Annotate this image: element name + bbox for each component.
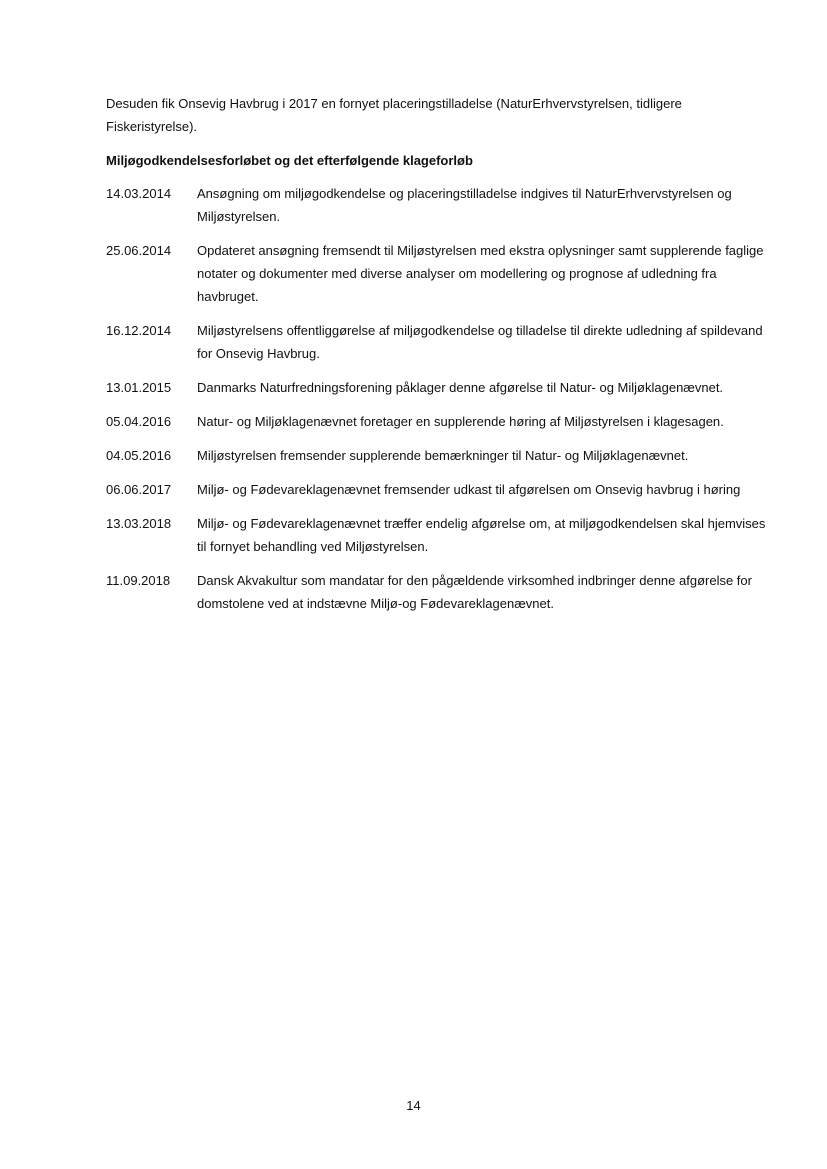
entry-text: Miljøstyrelsens offentliggørelse af miljøgodkendelse og tilladelse til direkte udledning af spildevand for Onsevig Havbrug. (197, 323, 763, 361)
timeline-entry (106, 478, 766, 501)
entry-date: 13.01.2015 (106, 380, 172, 395)
entry-text: Opdateret ansøgning fremsendt til Miljøstyrelsen med ekstra oplysninger samt supplerende faglige notater og dokumenter med diverse analyser om modellering og prognose af udledning fra havbruget. (197, 243, 764, 304)
section-heading: Miljøgodkendelsesforløbet og det efterfølgende klageforløb (106, 153, 473, 168)
entry-date: 04.05.2016 (106, 448, 172, 463)
timeline-entry (106, 239, 766, 308)
entry-date: 05.04.2016 (106, 414, 172, 429)
entry-text: Miljø- og Fødevareklagenævnet træffer endelig afgørelse om, at miljøgodkendelsen skal hjemvises til fornyet behandling ved Miljøstyrelsen. (197, 516, 766, 554)
timeline-entry (106, 512, 766, 558)
entry-date: 13.03.2018 (106, 516, 172, 531)
entry-text: Dansk Akvakultur som mandatar for den pågældende virksomhed indbringer denne afgørelse for domstolene ved at indstævne Miljø-og Fødevareklagenævnet. (197, 573, 752, 611)
entry-text: Ansøgning om miljøgodkendelse og placeringstilladelse indgives til NaturErhvervstyrelsen og Miljøstyrelsen. (197, 186, 732, 224)
entry-text: Natur- og Miljøklagenævnet foretager en supplerende høring af Miljøstyrelsen i klagesagen. (197, 414, 724, 429)
entry-date: 11.09.2018 (106, 573, 171, 588)
entry-text: Danmarks Naturfredningsforening påklager denne afgørelse til Natur- og Miljøklagenævnet. (197, 380, 724, 395)
timeline-list (106, 182, 766, 626)
timeline-entry (106, 182, 766, 228)
page-number: 14 (406, 1098, 421, 1113)
entry-text: Miljøstyrelsen fremsender supplerende bemærkninger til Natur- og Miljøklagenævnet. (197, 448, 689, 463)
intro-paragraph: Desuden fik Onsevig Havbrug i 2017 en fornyet placeringstilladelse (NaturErhvervstyrelsen, tidligere Fiskeristyrelse). (106, 96, 682, 134)
timeline-entry (106, 444, 766, 467)
timeline-entry (106, 410, 766, 433)
entry-date: 06.06.2017 (106, 482, 172, 497)
entry-date: 16.12.2014 (106, 323, 172, 338)
entry-text: Miljø- og Fødevareklagenævnet fremsender udkast til afgørelsen om Onsevig havbrug i høring (197, 482, 741, 497)
entry-date: 25.06.2014 (106, 243, 172, 258)
timeline-entry (106, 376, 766, 399)
entry-date: 14.03.2014 (106, 186, 172, 201)
timeline-entry (106, 569, 766, 615)
timeline-entry (106, 319, 766, 365)
